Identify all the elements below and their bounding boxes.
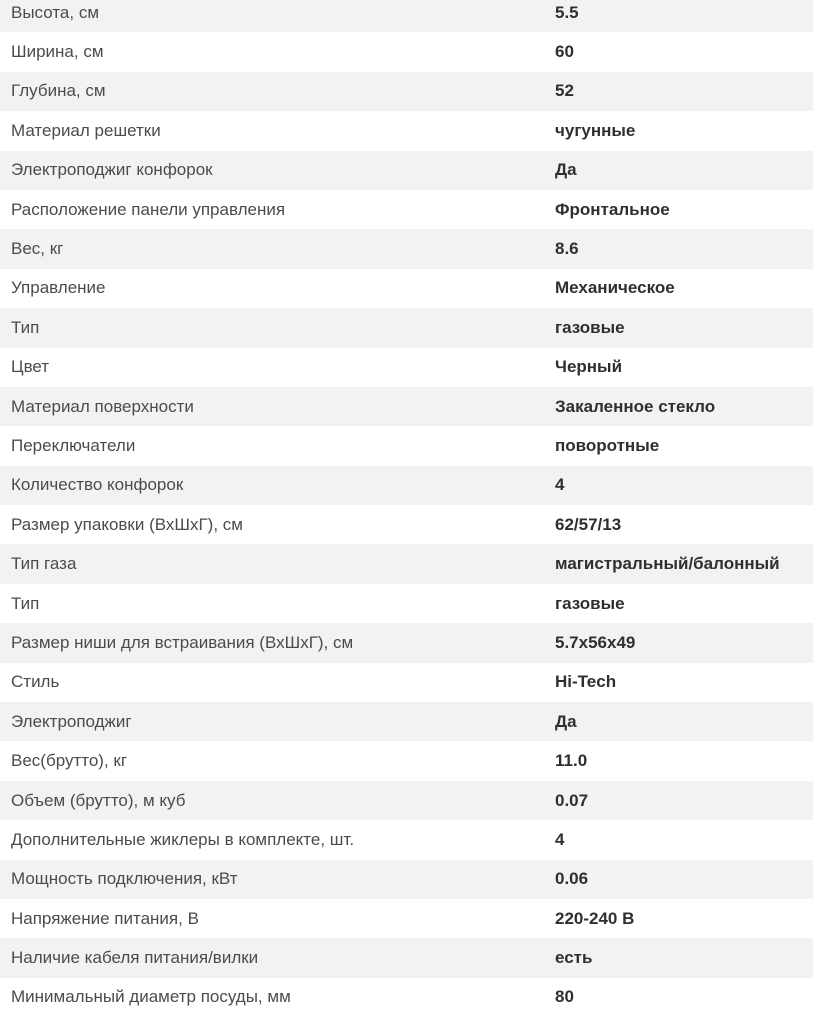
- spec-row: [0, 229, 813, 268]
- spec-row: [0, 820, 813, 859]
- spec-row: [0, 387, 813, 426]
- spec-row: [0, 663, 813, 702]
- spec-label: Управление: [11, 278, 106, 298]
- spec-label: Тип: [11, 593, 40, 613]
- spec-row: [0, 0, 813, 32]
- spec-label: Размер ниши для встраивания (ВхШхГ), см: [11, 632, 354, 652]
- spec-label: Объем (брутто), м куб: [11, 790, 186, 810]
- spec-label: Высота, см: [11, 2, 100, 22]
- spec-row: [0, 72, 813, 111]
- spec-value: 5.5: [555, 2, 579, 22]
- spec-value: Черный: [555, 357, 623, 377]
- spec-label: Электроподжиг: [11, 711, 132, 731]
- spec-row: [0, 348, 813, 387]
- spec-value: 220-240 В: [555, 908, 635, 928]
- spec-row: [0, 269, 813, 308]
- spec-value: 62/57/13: [555, 514, 622, 534]
- spec-label: Тип: [11, 317, 40, 337]
- spec-label: Мощность подключения, кВт: [11, 869, 238, 889]
- spec-label: Расположение панели управления: [11, 199, 286, 219]
- spec-value: Да: [555, 711, 577, 731]
- spec-value: 4: [555, 475, 565, 495]
- spec-value: газовые: [555, 593, 625, 613]
- spec-value: Да: [555, 160, 577, 180]
- spec-row: [0, 308, 813, 347]
- spec-label: Материал поверхности: [11, 396, 194, 416]
- spec-value: Закаленное стекло: [555, 396, 716, 416]
- spec-row: [0, 741, 813, 780]
- spec-row: [0, 544, 813, 583]
- spec-value: 0.06: [555, 869, 589, 889]
- spec-row: [0, 781, 813, 820]
- spec-value: Фронтальное: [555, 199, 670, 219]
- spec-value: 5.7x56x49: [555, 632, 636, 652]
- spec-value: 11.0: [555, 751, 588, 771]
- spec-value: 80: [555, 987, 574, 1007]
- spec-row: [0, 466, 813, 505]
- spec-row: [0, 190, 813, 229]
- spec-row: [0, 978, 813, 1017]
- spec-value: магистральный/балонный: [555, 554, 780, 574]
- spec-label: Вес(брутто), кг: [11, 751, 128, 771]
- spec-value: 52: [555, 81, 574, 101]
- spec-value: газовые: [555, 317, 625, 337]
- spec-value: 4: [555, 829, 565, 849]
- spec-label: Стиль: [11, 672, 60, 692]
- spec-label: Глубина, см: [11, 81, 106, 101]
- spec-label: Количество конфорок: [11, 475, 184, 495]
- spec-value: 8.6: [555, 239, 579, 259]
- spec-value: 60: [555, 42, 574, 62]
- spec-value: есть: [555, 948, 593, 968]
- spec-value: чугунные: [555, 120, 636, 140]
- spec-label: Минимальный диаметр посуды, мм: [11, 987, 291, 1007]
- spec-label: Цвет: [11, 357, 50, 377]
- spec-row: [0, 426, 813, 465]
- spec-row: [0, 32, 813, 71]
- spec-row: [0, 584, 813, 623]
- spec-row: [0, 623, 813, 662]
- spec-row: [0, 151, 813, 190]
- spec-row: [0, 111, 813, 150]
- spec-value: Hi-Tech: [555, 672, 617, 692]
- spec-label: Напряжение питания, В: [11, 908, 199, 928]
- spec-label: Тип газа: [11, 554, 77, 574]
- spec-label: Электроподжиг конфорок: [11, 160, 213, 180]
- spec-value: 0.07: [555, 790, 589, 810]
- spec-label: Переключатели: [11, 435, 136, 455]
- spec-label: Наличие кабеля питания/вилки: [11, 948, 259, 968]
- spec-row: [0, 938, 813, 977]
- spec-value: Механическое: [555, 278, 675, 298]
- spec-label: Ширина, см: [11, 42, 104, 62]
- spec-label: Дополнительные жиклеры в комплекте, шт.: [11, 829, 355, 849]
- spec-row: [0, 899, 813, 938]
- spec-label: Размер упаковки (ВхШхГ), см: [11, 514, 243, 534]
- spec-label: Материал решетки: [11, 120, 161, 140]
- spec-label: Вес, кг: [11, 239, 64, 259]
- spec-row: [0, 505, 813, 544]
- spec-row: [0, 702, 813, 741]
- spec-value: поворотные: [555, 435, 660, 455]
- spec-row: [0, 860, 813, 899]
